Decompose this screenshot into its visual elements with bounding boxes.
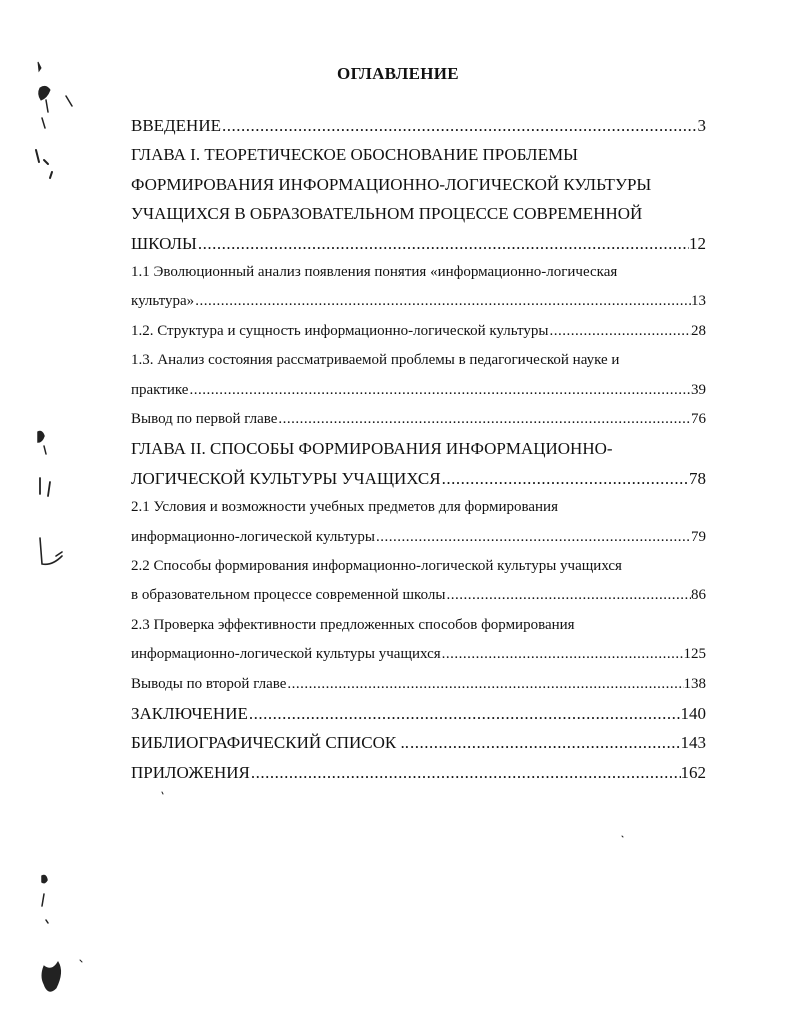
toc-leader-dots bbox=[409, 728, 681, 757]
toc-entry-line bbox=[131, 199, 706, 228]
scan-speck bbox=[42, 962, 61, 991]
toc-entry-text: информационно-логической культуры учащихся bbox=[131, 646, 441, 662]
toc-entry-text: ЗАКЛЮЧЕНИЕ bbox=[131, 704, 248, 723]
toc-leader-dots bbox=[375, 523, 691, 552]
toc-leader-dots bbox=[248, 699, 681, 728]
toc-entry-line bbox=[131, 552, 706, 581]
toc-entry-line bbox=[131, 229, 706, 258]
toc-page-number: 138 bbox=[683, 676, 706, 692]
toc-entry-text: культура» bbox=[131, 293, 195, 309]
toc-entry-line bbox=[131, 405, 706, 434]
toc-page-number: 140 bbox=[680, 704, 706, 723]
toc-leader-dots bbox=[441, 640, 684, 669]
toc-page-number: 86 bbox=[691, 587, 706, 603]
scan-speck bbox=[42, 96, 72, 128]
toc-entry-text: 1.1 Эволюционный анализ появления понятия «информационно-логическая bbox=[131, 264, 618, 280]
toc-entry-line bbox=[131, 699, 706, 728]
toc-entry-line bbox=[131, 140, 706, 169]
toc-entry-text: ФОРМИРОВАНИЯ ИНФОРМАЦИОННО-ЛОГИЧЕСКОЙ КУЛЬТУРЫ bbox=[131, 175, 652, 194]
toc-page-number: 79 bbox=[691, 529, 706, 545]
toc-entry-line bbox=[131, 611, 706, 640]
toc-page-number: 39 bbox=[691, 382, 706, 398]
toc-entry-line bbox=[131, 493, 706, 522]
scan-speck bbox=[36, 150, 52, 178]
toc-leader-dots bbox=[548, 317, 691, 346]
toc-entry-text: 2.3 Проверка эффективности предложенных способов формирования bbox=[131, 617, 575, 633]
toc-entry-text: ШКОЛЫ bbox=[131, 234, 197, 253]
toc-entry-line bbox=[131, 670, 706, 699]
scan-speck bbox=[80, 792, 623, 962]
toc-entry-line bbox=[131, 581, 706, 610]
page-title: ОГЛАВЛЕНИЕ bbox=[337, 64, 459, 83]
toc-entry-line bbox=[131, 258, 706, 287]
toc-entry-line bbox=[131, 170, 706, 199]
toc-entry-text: 1.3. Анализ состояния рассматриваемой проблемы в педагогической науке и bbox=[131, 352, 620, 368]
toc-entry-text: информационно-логической культуры bbox=[131, 529, 376, 545]
toc-leader-dots bbox=[188, 376, 691, 405]
toc-entry-text: 2.1 Условия и возможности учебных предметов для формирования bbox=[131, 499, 558, 515]
scan-speck bbox=[39, 86, 50, 100]
toc-entry-text: 2.2 Способы формирования информационно-логической культуры учащихся bbox=[131, 558, 622, 574]
toc-entry-text: ЛОГИЧЕСКОЙ КУЛЬТУРЫ УЧАЩИХСЯ bbox=[131, 469, 441, 488]
toc-entry-text: УЧАЩИХСЯ В ОБРАЗОВАТЕЛЬНОМ ПРОЦЕССЕ СОВРЕМЕННОЙ bbox=[131, 204, 643, 223]
toc-entry-text: ПРИЛОЖЕНИЯ bbox=[131, 763, 250, 782]
toc-entry-line bbox=[131, 640, 706, 669]
toc-entry-text: ГЛАВА I. ТЕОРЕТИЧЕСКОЕ ОБОСНОВАНИЕ ПРОБЛЕМЫ bbox=[131, 145, 578, 164]
toc-leader-dots bbox=[221, 111, 698, 140]
toc-entry-line bbox=[131, 287, 706, 316]
toc-page-number: 3 bbox=[697, 116, 706, 135]
toc-entry-text: БИБЛИОГРАФИЧЕСКИЙ СПИСОК .. bbox=[131, 733, 409, 752]
toc-entry-text: практике bbox=[131, 382, 189, 398]
toc-entry-line bbox=[131, 758, 706, 787]
toc-leader-dots bbox=[194, 287, 691, 316]
toc-page-number: 13 bbox=[691, 293, 706, 309]
toc-entry-text: Выводы по второй главе bbox=[131, 676, 287, 692]
toc-leader-dots bbox=[197, 229, 689, 258]
toc-entry-line bbox=[131, 376, 706, 405]
toc-entry-line bbox=[131, 728, 706, 757]
scan-speck bbox=[38, 432, 46, 455]
toc-page-number: 12 bbox=[689, 234, 706, 253]
toc-entry-line bbox=[131, 346, 706, 375]
toc-page-number: 76 bbox=[691, 411, 706, 427]
toc-entry-line bbox=[131, 111, 706, 140]
toc-entry-text: Вывод по первой главе bbox=[131, 411, 278, 427]
toc-leader-dots bbox=[441, 464, 689, 493]
toc-page-number: 125 bbox=[683, 646, 706, 662]
toc-page-number: 143 bbox=[680, 733, 706, 752]
toc-page-number: 28 bbox=[691, 323, 706, 339]
toc-entry-text: в образовательном процессе современной школы bbox=[131, 587, 446, 603]
toc-entry-line bbox=[131, 523, 706, 552]
toc-leader-dots bbox=[445, 581, 691, 610]
toc-leader-dots bbox=[250, 758, 681, 787]
scan-speck bbox=[40, 478, 50, 496]
toc-entry-text: ГЛАВА II. СПОСОБЫ ФОРМИРОВАНИЯ ИНФОРМАЦИОННО- bbox=[131, 439, 613, 458]
toc-entry-line bbox=[131, 434, 706, 463]
toc-entry-line bbox=[131, 464, 706, 493]
toc-entry-line bbox=[131, 317, 706, 346]
toc-page-number: 78 bbox=[689, 469, 706, 488]
toc-page-number: 162 bbox=[680, 763, 706, 782]
scan-speck bbox=[40, 538, 62, 564]
toc-entry-text: 1.2. Структура и сущность информационно-логической культуры bbox=[131, 323, 549, 339]
toc-leader-dots bbox=[277, 405, 691, 434]
scan-speck bbox=[42, 876, 48, 924]
toc-leader-dots bbox=[286, 670, 683, 699]
toc-entry-text: ВВЕДЕНИЕ bbox=[131, 116, 221, 135]
